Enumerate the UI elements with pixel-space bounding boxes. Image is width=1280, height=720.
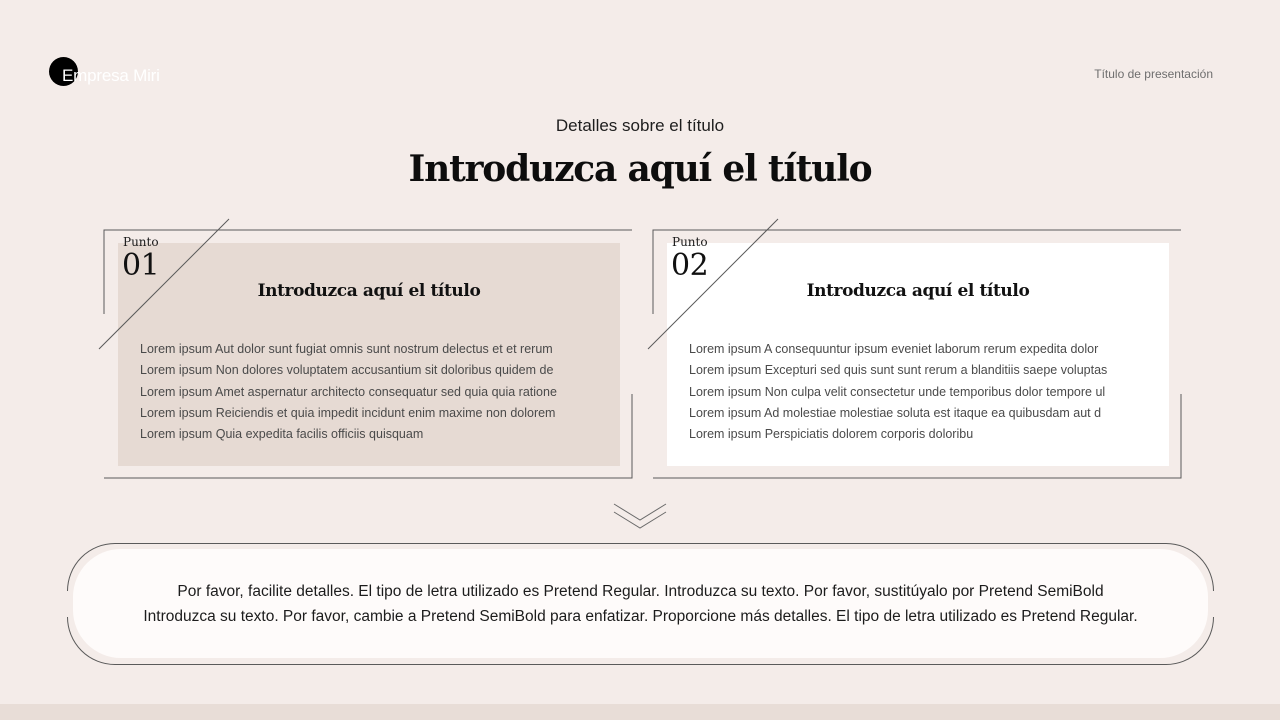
- card-title: Introduzca aquí el título: [806, 281, 1030, 301]
- card-body-line: Lorem ipsum Excepturi sed quis sunt sunt rerum a blanditiis saepe voluptas: [689, 363, 1108, 378]
- card-body-line: Lorem ipsum A consequuntur ipsum eveniet laborum rerum expedita dolor: [689, 342, 1099, 356]
- card-title: Introduzca aquí el título: [257, 281, 481, 301]
- page-title: Introduzca aquí el título: [408, 148, 872, 190]
- card-body-line: Lorem ipsum Reiciendis et quia impedit incidunt enim maxime non dolorem: [140, 405, 556, 420]
- card-body: [140, 339, 610, 445]
- point-label: Punto: [123, 235, 159, 249]
- point-label: Punto: [672, 235, 708, 249]
- presentation-title: Título de presentación: [1094, 67, 1213, 81]
- note-text: [87, 579, 1194, 629]
- page-subtitle: Detalles sobre el título: [555, 116, 725, 135]
- summary-note: [67, 543, 1214, 665]
- card-body-line: Lorem ipsum Aut dolor sunt fugiat omnis sunt nostrum delectus et et rerum: [140, 342, 553, 356]
- point-card-1: [98, 218, 643, 480]
- point-number: 02: [671, 248, 709, 283]
- point-number: 01: [122, 248, 160, 283]
- card-body: [689, 339, 1159, 445]
- footer-strip: [0, 704, 1280, 720]
- card-body-line: Lorem ipsum Amet aspernatur architecto consequatur sed quia quia ratione: [140, 384, 557, 399]
- card-body-line: Lorem ipsum Perspiciatis dolorem corporis doloribu: [689, 427, 974, 442]
- card-body-line: Lorem ipsum Quia expedita facilis officiis quisquam: [140, 427, 424, 442]
- note-line-1: Por favor, facilite detalles. El tipo de letra utilizado es Pretend Regular. Introduzca su texto. Por favor, sustitúyalo por Pretend SemiBold: [177, 583, 1104, 600]
- logo-text: Empresa Miri: [62, 66, 160, 85]
- chevron-down-icon: [612, 502, 668, 532]
- note-line-2: Introduzca su texto. Por favor, cambie a Pretend SemiBold para enfatizar. Proporcione más detalles. El tipo de letra utilizado es Pretend Regular.: [143, 608, 1138, 625]
- card-body-line: Lorem ipsum Ad molestiae molestiae soluta est itaque ea quibusdam aut d: [689, 405, 1102, 420]
- card-body-line: Lorem ipsum Non dolores voluptatem accusantium sit doloribus quidem de: [140, 363, 554, 378]
- point-card-2: [647, 218, 1192, 480]
- card-body-line: Lorem ipsum Non culpa velit consectetur unde temporibus dolor tempore ul: [689, 384, 1106, 399]
